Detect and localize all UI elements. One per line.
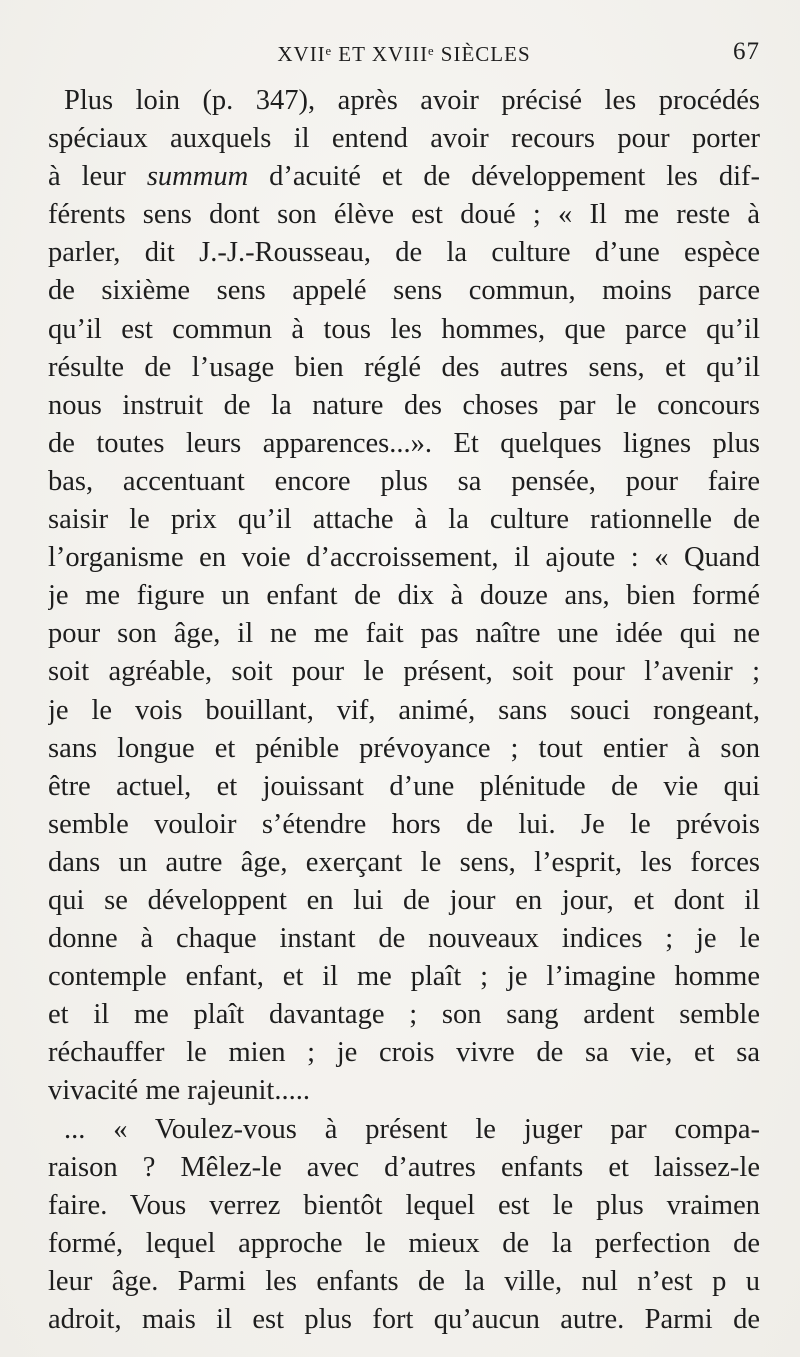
text-line: être actuel, et jouissant d’une plénitude de vie qui	[48, 770, 760, 802]
text-line: férents sens dont son élève est doué ; « Il me reste à	[48, 199, 760, 231]
text-line: sans longue et pénible prévoyance ; tout entier à son	[48, 732, 760, 764]
text-line: de sixième sens appelé sens commun, moins parce	[48, 275, 760, 307]
text-line: faire. Vous verrez bientôt lequel est le plus vraimen	[48, 1189, 760, 1221]
text-line: vivacité me rajeunit.....	[48, 1075, 310, 1107]
body-text	[48, 82, 760, 1339]
page-number: 67	[733, 38, 760, 65]
text-line: de toutes leurs apparences...». Et quelques lignes plus	[48, 427, 760, 459]
text-line: l’organisme en voie d’accroissement, il ajoute : « Quand	[48, 542, 760, 574]
text-line: pour son âge, il ne me fait pas naître une idée qui ne	[48, 618, 760, 650]
text-line: et il me plaît davantage ; son sang ardent semble	[48, 999, 760, 1031]
text-line: réchauffer le mien ; je crois vivre de sa vie, et sa	[48, 1037, 760, 1069]
text-line: formé, lequel approche le mieux de la perfection de	[48, 1227, 760, 1259]
text-line: donne à chaque instant de nouveaux indices ; je le	[48, 923, 760, 955]
text-line: nous instruit de la nature des choses par le concours	[48, 389, 760, 421]
text-line: raison ? Mêlez-le avec d’autres enfants et laissez-le	[48, 1151, 760, 1183]
text-line: qu’il est commun à tous les hommes, que parce qu’il	[48, 313, 760, 345]
text-line: qui se développent en lui de jour en jour, et dont il	[48, 884, 760, 916]
text-line: contemple enfant, et il me plaît ; je l’imagine homme	[48, 961, 760, 993]
text-line: ... « Voulez-vous à présent le juger par compa-	[64, 1113, 760, 1145]
text-line: à leur summum d’acuité et de développement les dif-	[48, 161, 760, 193]
text-line: adroit, mais il est plus fort qu’aucun autre. Parmi de	[48, 1304, 760, 1335]
text-line: leur âge. Parmi les enfants de la ville, nul n’est p u	[48, 1265, 760, 1297]
text-line: je me figure un enfant de dix à douze ans, bien formé	[48, 580, 760, 612]
running-title: XVIIᵉ ET XVIIIᵉ SIÈCLES	[277, 42, 531, 66]
text-line: Plus loin (p. 347), après avoir précisé les procédés	[64, 85, 760, 116]
text-line: dans un autre âge, exerçant le sens, l’esprit, les forces	[48, 846, 760, 878]
text-line: semble vouloir s’étendre hors de lui. Je le prévois	[48, 808, 760, 840]
text-line: résulte de l’usage bien réglé des autres sens, et qu’il	[48, 351, 760, 383]
text-line: parler, dit J.-J.-Rousseau, de la culture d’une espèce	[48, 237, 760, 269]
text-line: saisir le prix qu’il attache à la culture rationnelle de	[48, 504, 760, 536]
text-line: soit agréable, soit pour le présent, soit pour l’avenir ;	[48, 656, 760, 688]
text-line: je le vois bouillant, vif, animé, sans souci rongeant,	[48, 694, 760, 726]
italic-term: summum	[146, 161, 249, 193]
text-line: bas, accentuant encore plus sa pensée, pour faire	[48, 465, 760, 497]
page-header	[48, 38, 760, 78]
text-line: spéciaux auxquels il entend avoir recours pour porter	[48, 123, 760, 155]
